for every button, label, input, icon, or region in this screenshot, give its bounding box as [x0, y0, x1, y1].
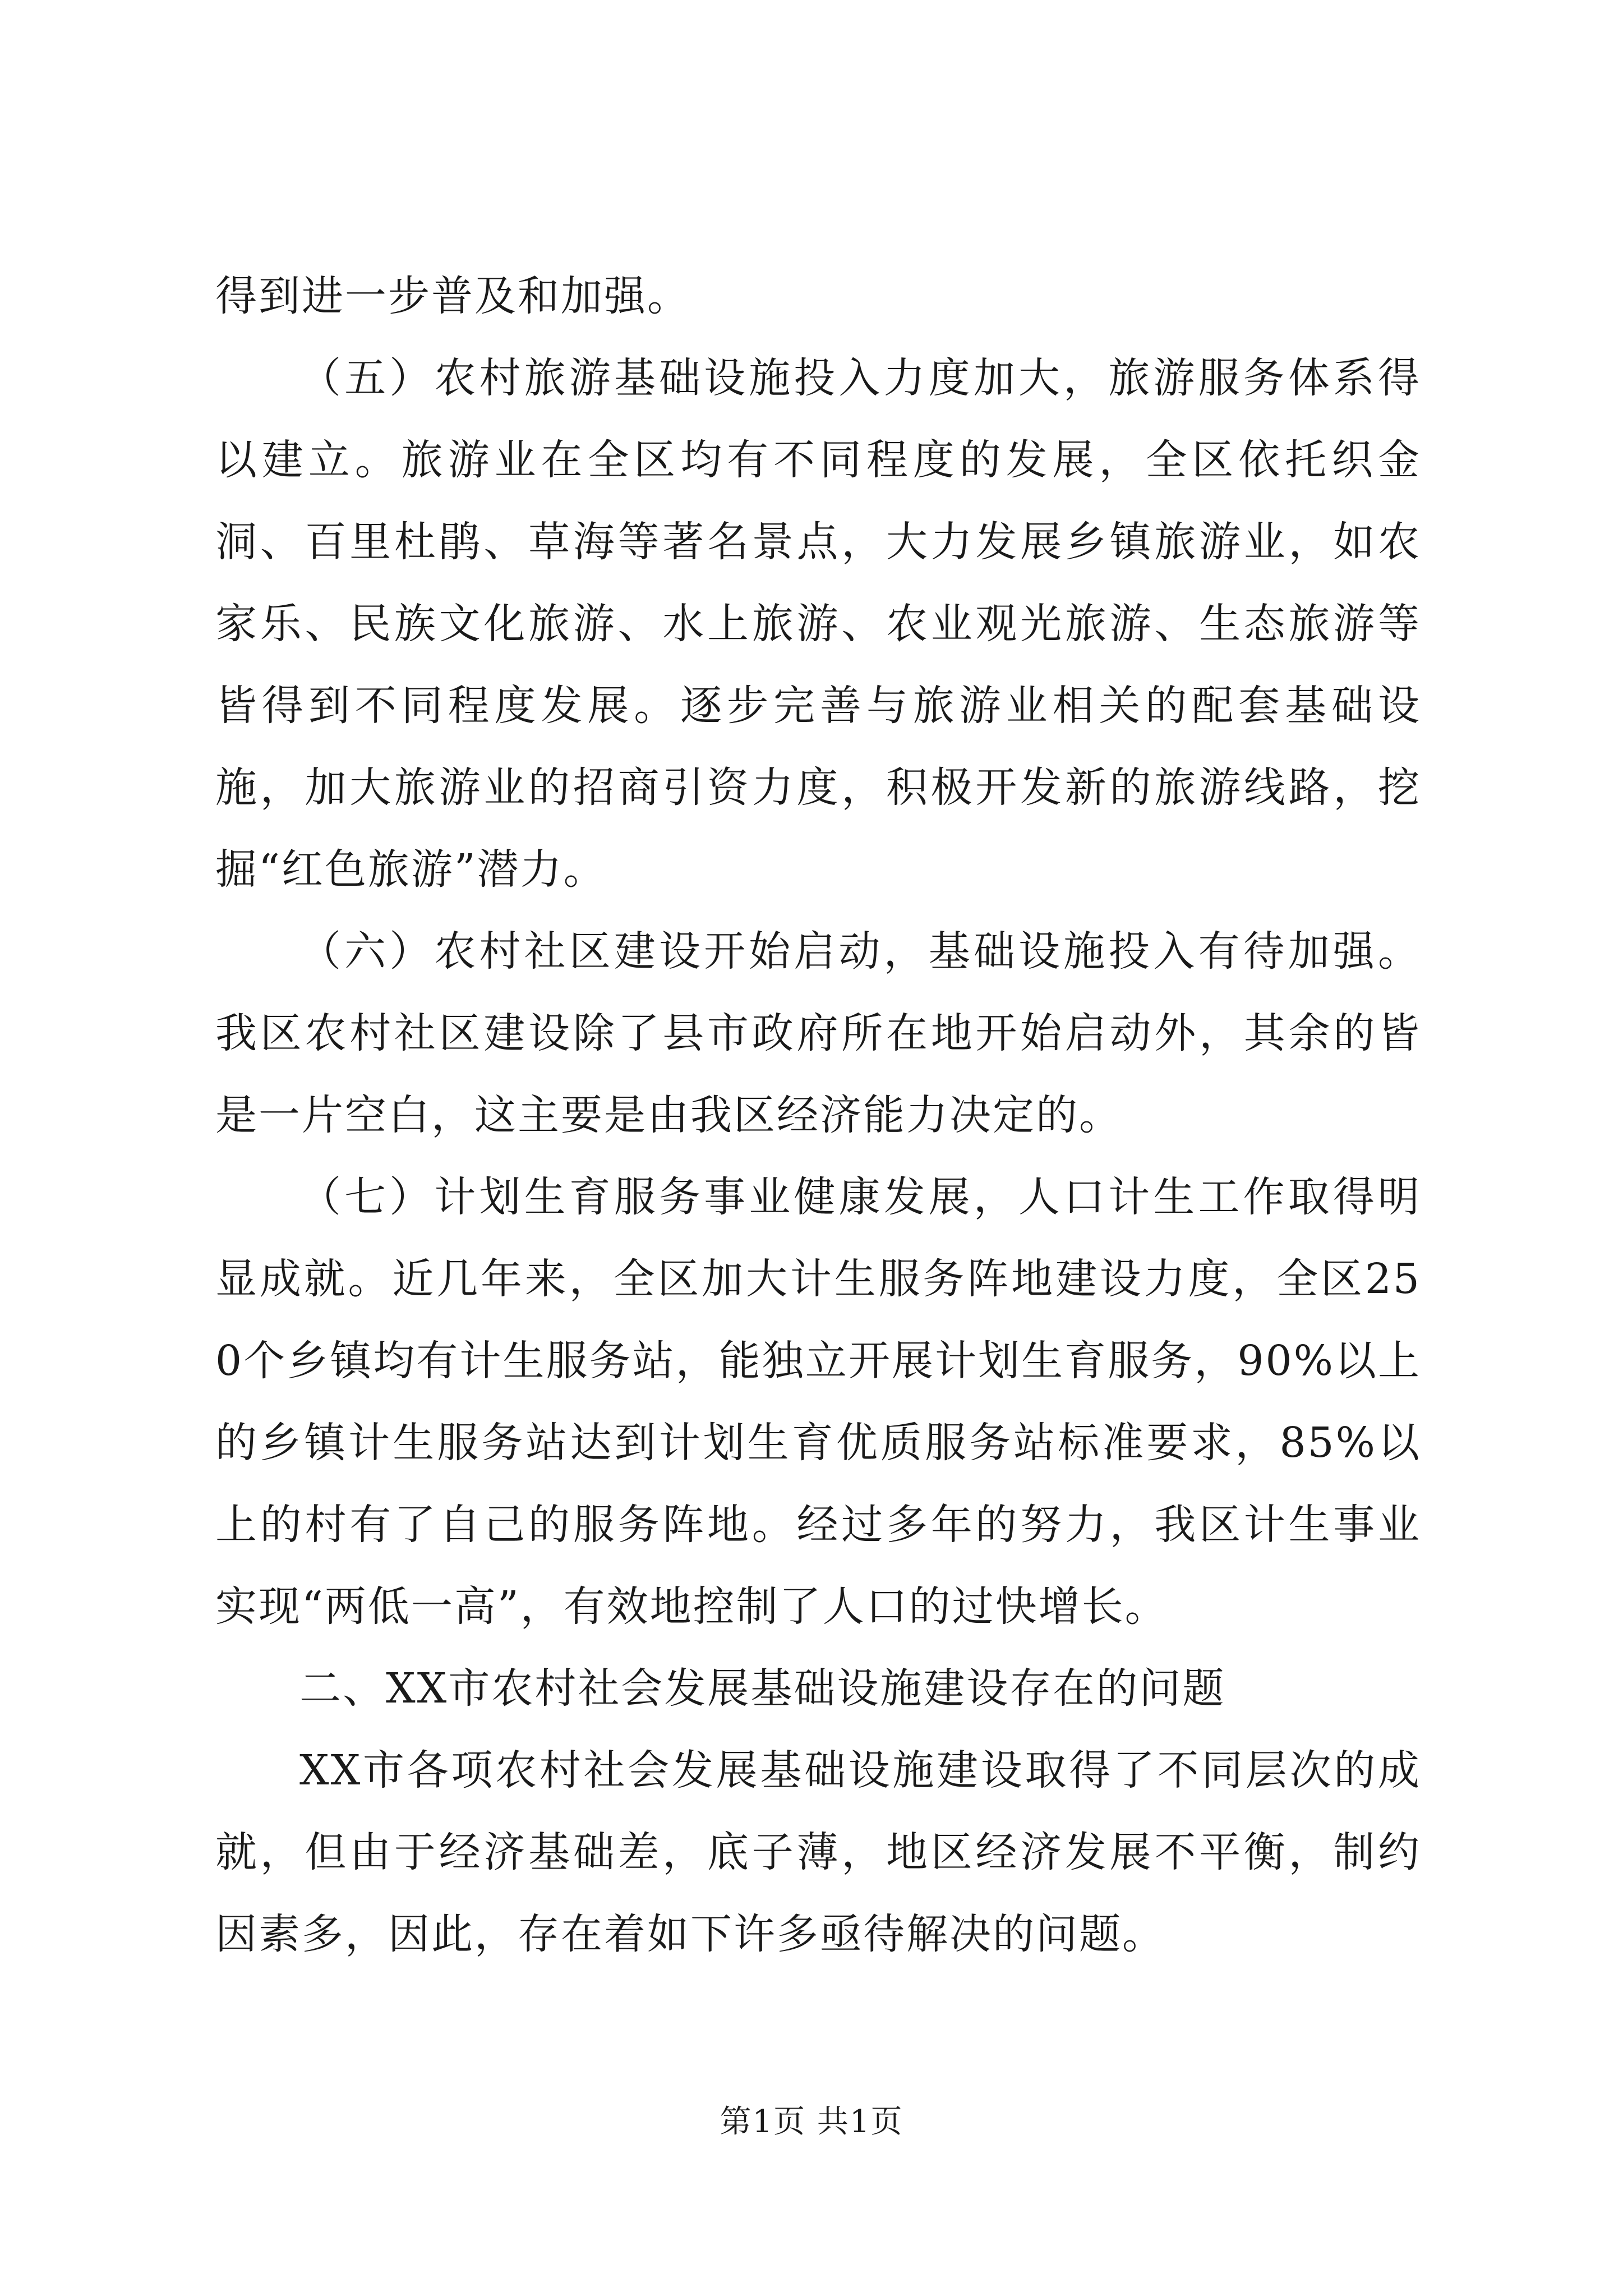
- document-body: [215, 255, 1421, 1975]
- paragraph-section-5-tourism: （五）农村旅游基础设施投入力度加大，旅游服务体系得以建立。旅游业在全区均有不同程度的发展，全区依托织金洞、百里杜鹃、草海等著名景点，大力发展乡镇旅游业，如农家乐、民族文化旅游、水上旅游、农业观光旅游、生态旅游等皆得到不同程度发展。逐步完善与旅游业相关的配套基础设施，加大旅游业的招商引资力度，积极开发新的旅游线路，挖掘“红色旅游”潜力。: [215, 354, 1421, 894]
- section-heading-problems: 二、XX市农村社会发展基础设施建设存在的问题: [299, 1664, 1226, 1713]
- page-number-footer: 第1页 共1页: [720, 2104, 903, 2140]
- paragraph-section-7-family-planning: （七）计划生育服务事业健康发展，人口计生工作取得明显成就。近几年来，全区加大计生服务阵地建设力度，全区250个乡镇均有计生服务站，能独立开展计划生育服务，90%以上的乡镇计生服务站达到计划生育优质服务站标准要求，85%以上的村有了自己的服务阵地。经过多年的努力，我区计生事业实现“两低一高”，有效地控制了人口的过快增长。: [215, 1173, 1421, 1631]
- paragraph-section-6-community: （六）农村社区建设开始启动，基础设施投入有待加强。我区农村社区建设除了县市政府所在地开始启动外，其余的皆是一片空白，这主要是由我区经济能力决定的。: [215, 927, 1421, 1139]
- paragraph-continuation: 得到进一步普及和加强。: [215, 272, 690, 320]
- paragraph-problems-intro: XX市各项农村社会发展基础设施建设取得了不同层次的成就，但由于经济基础差，底子薄，地区经济发展不平衡，制约因素多，因此，存在着如下许多亟待解决的问题。: [215, 1746, 1421, 1958]
